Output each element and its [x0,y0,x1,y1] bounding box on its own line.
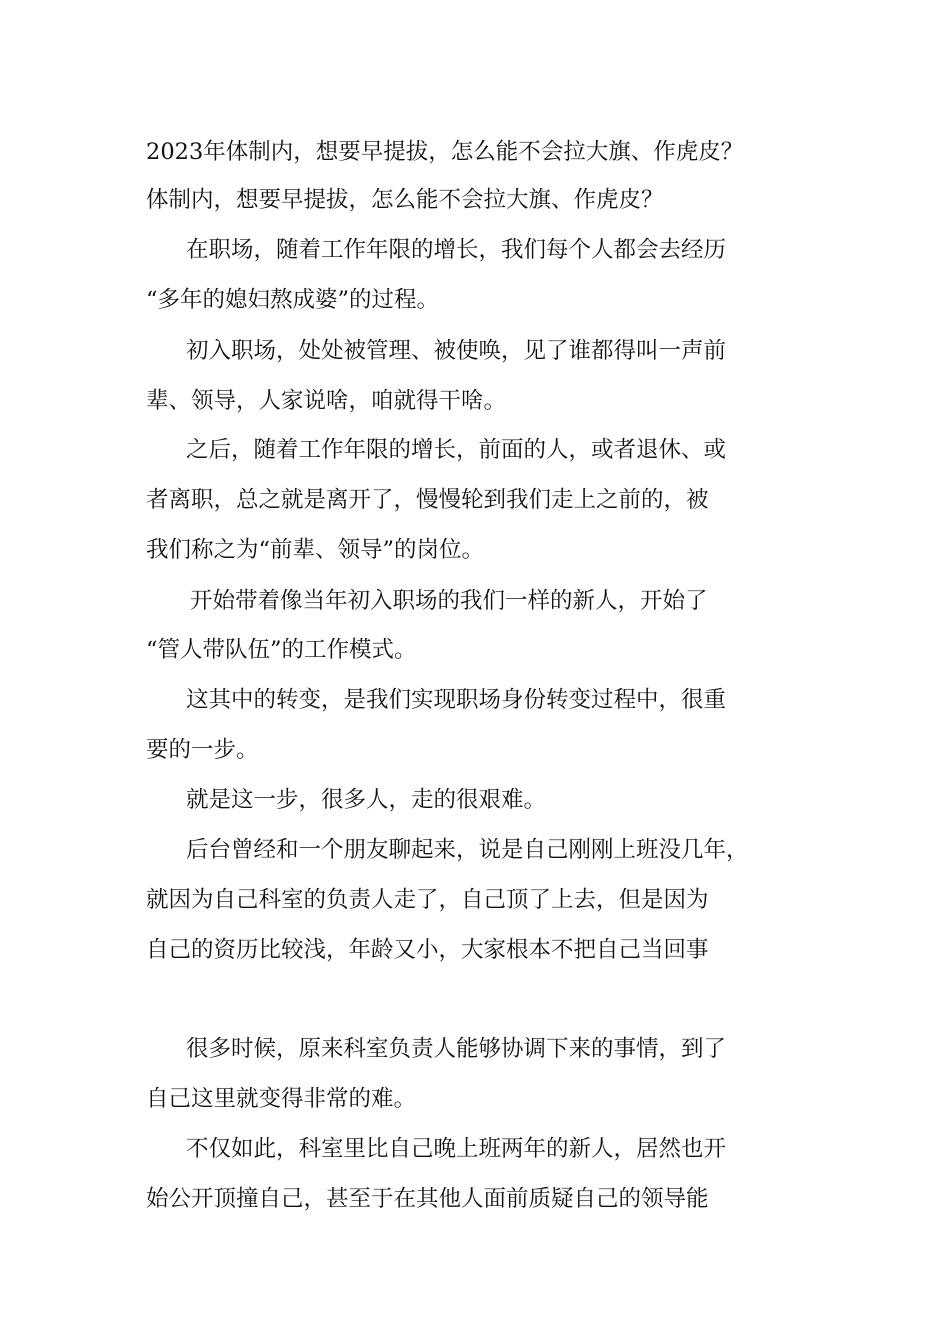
paragraph-line: 就是这一步，很多人，走的很艰难。 [186,787,547,813]
paragraph-line: 自己的资历比较浅，年龄又小，大家根本不把自己当回事 [146,937,709,963]
paragraph-line: 初入职场，处处被管理、被使唤，见了谁都得叫一声前 [186,338,727,364]
paragraph-line: 这其中的转变，是我们实现职场身份转变过程中，很重 [186,687,727,713]
paragraph-line: 辈、领导，人家说啥，咱就得干啥。 [146,388,507,414]
paragraph-line: 之后，随着工作年限的增长，前面的人，或者退休、或 [186,437,727,463]
paragraph-line: 在职场，随着工作年限的增长，我们每个人都会去经历 [186,237,727,263]
document-subtitle: 体制内，想要早提拔，怎么能不会拉大旗、作虎皮？ [146,187,664,213]
paragraph-line: 不仅如此，科室里比自己晚上班两年的新人，居然也开 [186,1136,727,1162]
paragraph-line: 者离职，总之就是离开了，慢慢轮到我们走上之前的，被 [146,487,709,513]
document-title: 2023年体制内，想要早提拔，怎么能不会拉大旗、作虎皮？ [146,139,744,165]
paragraph-line: “管人带队伍”的工作模式。 [146,637,417,663]
paragraph-line: 很多时候，原来科室负责人能够协调下来的事情，到了 [186,1036,727,1062]
paragraph-line: “多年的媳妇熬成婆”的过程。 [146,287,440,313]
paragraph-line: 后台曾经和一个朋友聊起来，说是自己刚刚上班没几年， [186,837,749,863]
paragraph-line: 开始带着像当年初入职场的我们一样的新人，开始了 [190,588,708,614]
paragraph-line: 要的一步。 [146,737,259,763]
paragraph-line: 始公开顶撞自己，甚至于在其他人面前质疑自己的领导能 [146,1186,709,1212]
paragraph-line: 就因为自己科室的负责人走了，自己顶了上去，但是因为 [146,887,709,913]
paragraph-line: 自己这里就变得非常的难。 [146,1086,417,1112]
paragraph-line: 我们称之为“前辈、领导”的岗位。 [146,537,485,563]
